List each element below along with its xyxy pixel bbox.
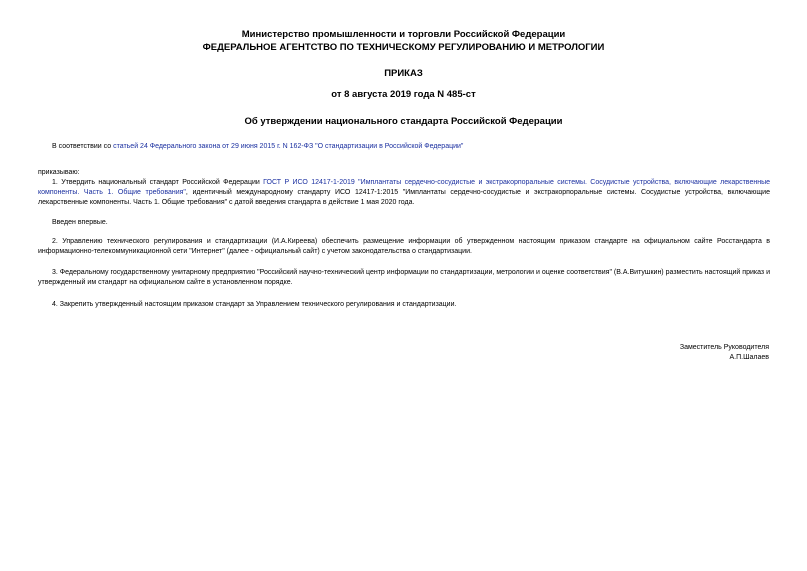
order-word: приказываю:: [38, 169, 80, 176]
paragraph-3: 3. Федеральному государственному унитарному предприятию "Российский научно-технический центр информации по стандартизации, метрологии и оценке соответствия" (В.А.Витушкин) разместить настоящий приказ и утвержденный им стандарт на официальном сайте в установленном порядке.: [38, 269, 770, 287]
document-title: Об утверждении национального стандарта Российской Федерации: [244, 116, 563, 127]
intro-paragraph: [38, 142, 770, 152]
introduced-note: Введен впервые.: [52, 219, 108, 226]
federal-law-link[interactable]: статьей 24 Федерального закона от 29 июня 2015 г. N 162-ФЗ "О стандартизации в Российской Федерации": [113, 143, 464, 150]
agency-heading: ФЕДЕРАЛЬНОЕ АГЕНТСТВО ПО ТЕХНИЧЕСКОМУ РЕГУЛИРОВАНИЮ И МЕТРОЛОГИИ: [202, 42, 605, 53]
document-date-number: от 8 августа 2019 года N 485-ст: [331, 89, 476, 100]
paragraph-1-prefix: 1. Утвердить национальный стандарт Российской Федерации: [52, 179, 264, 186]
document-type: ПРИКАЗ: [384, 68, 423, 79]
paragraph-1: [38, 178, 770, 209]
intro-prefix: В соответствии со: [52, 143, 114, 150]
paragraph-2: 2. Управлению технического регулирования и стандартизации (И.А.Киреева) обеспечить размещение информации об утвержденном настоящим приказом стандарте на официальном сайте Росстандарта в информационно-телекоммуникационной сети "Интернет" (далее - официальный сайт) с учетом законодательства о стандартизации.: [38, 238, 770, 256]
signatory-position: Заместитель Руководителя: [679, 344, 769, 351]
paragraph-1-suffix: , идентичный международному стандарту ИСО 12417-1:2015 "Имплантаты сердечно-сосудистые и экстракорпоральные системы. Сосудистые устройства, включающие лекарственные компоненты. Часть 1. Общие требования" с датой введения стандарта в действие 1 мая 2020 года.: [38, 189, 770, 207]
gost-standard-link[interactable]: ГОСТ Р ИСО 12417-1-2019 "Имплантаты сердечно-сосудистые и экстракорпоральные системы. Сосудистые устройства, включающие лекарственные компоненты. Часть 1. Общие требования": [38, 179, 770, 197]
paragraph-4: 4. Закрепить утвержденный настоящим приказом стандарт за Управлением технического регулирования и стандартизации.: [52, 301, 457, 308]
signatory-name: А.П.Шалаев: [729, 354, 769, 361]
ministry-heading: Министерство промышленности и торговли Российской Федерации: [241, 29, 566, 40]
